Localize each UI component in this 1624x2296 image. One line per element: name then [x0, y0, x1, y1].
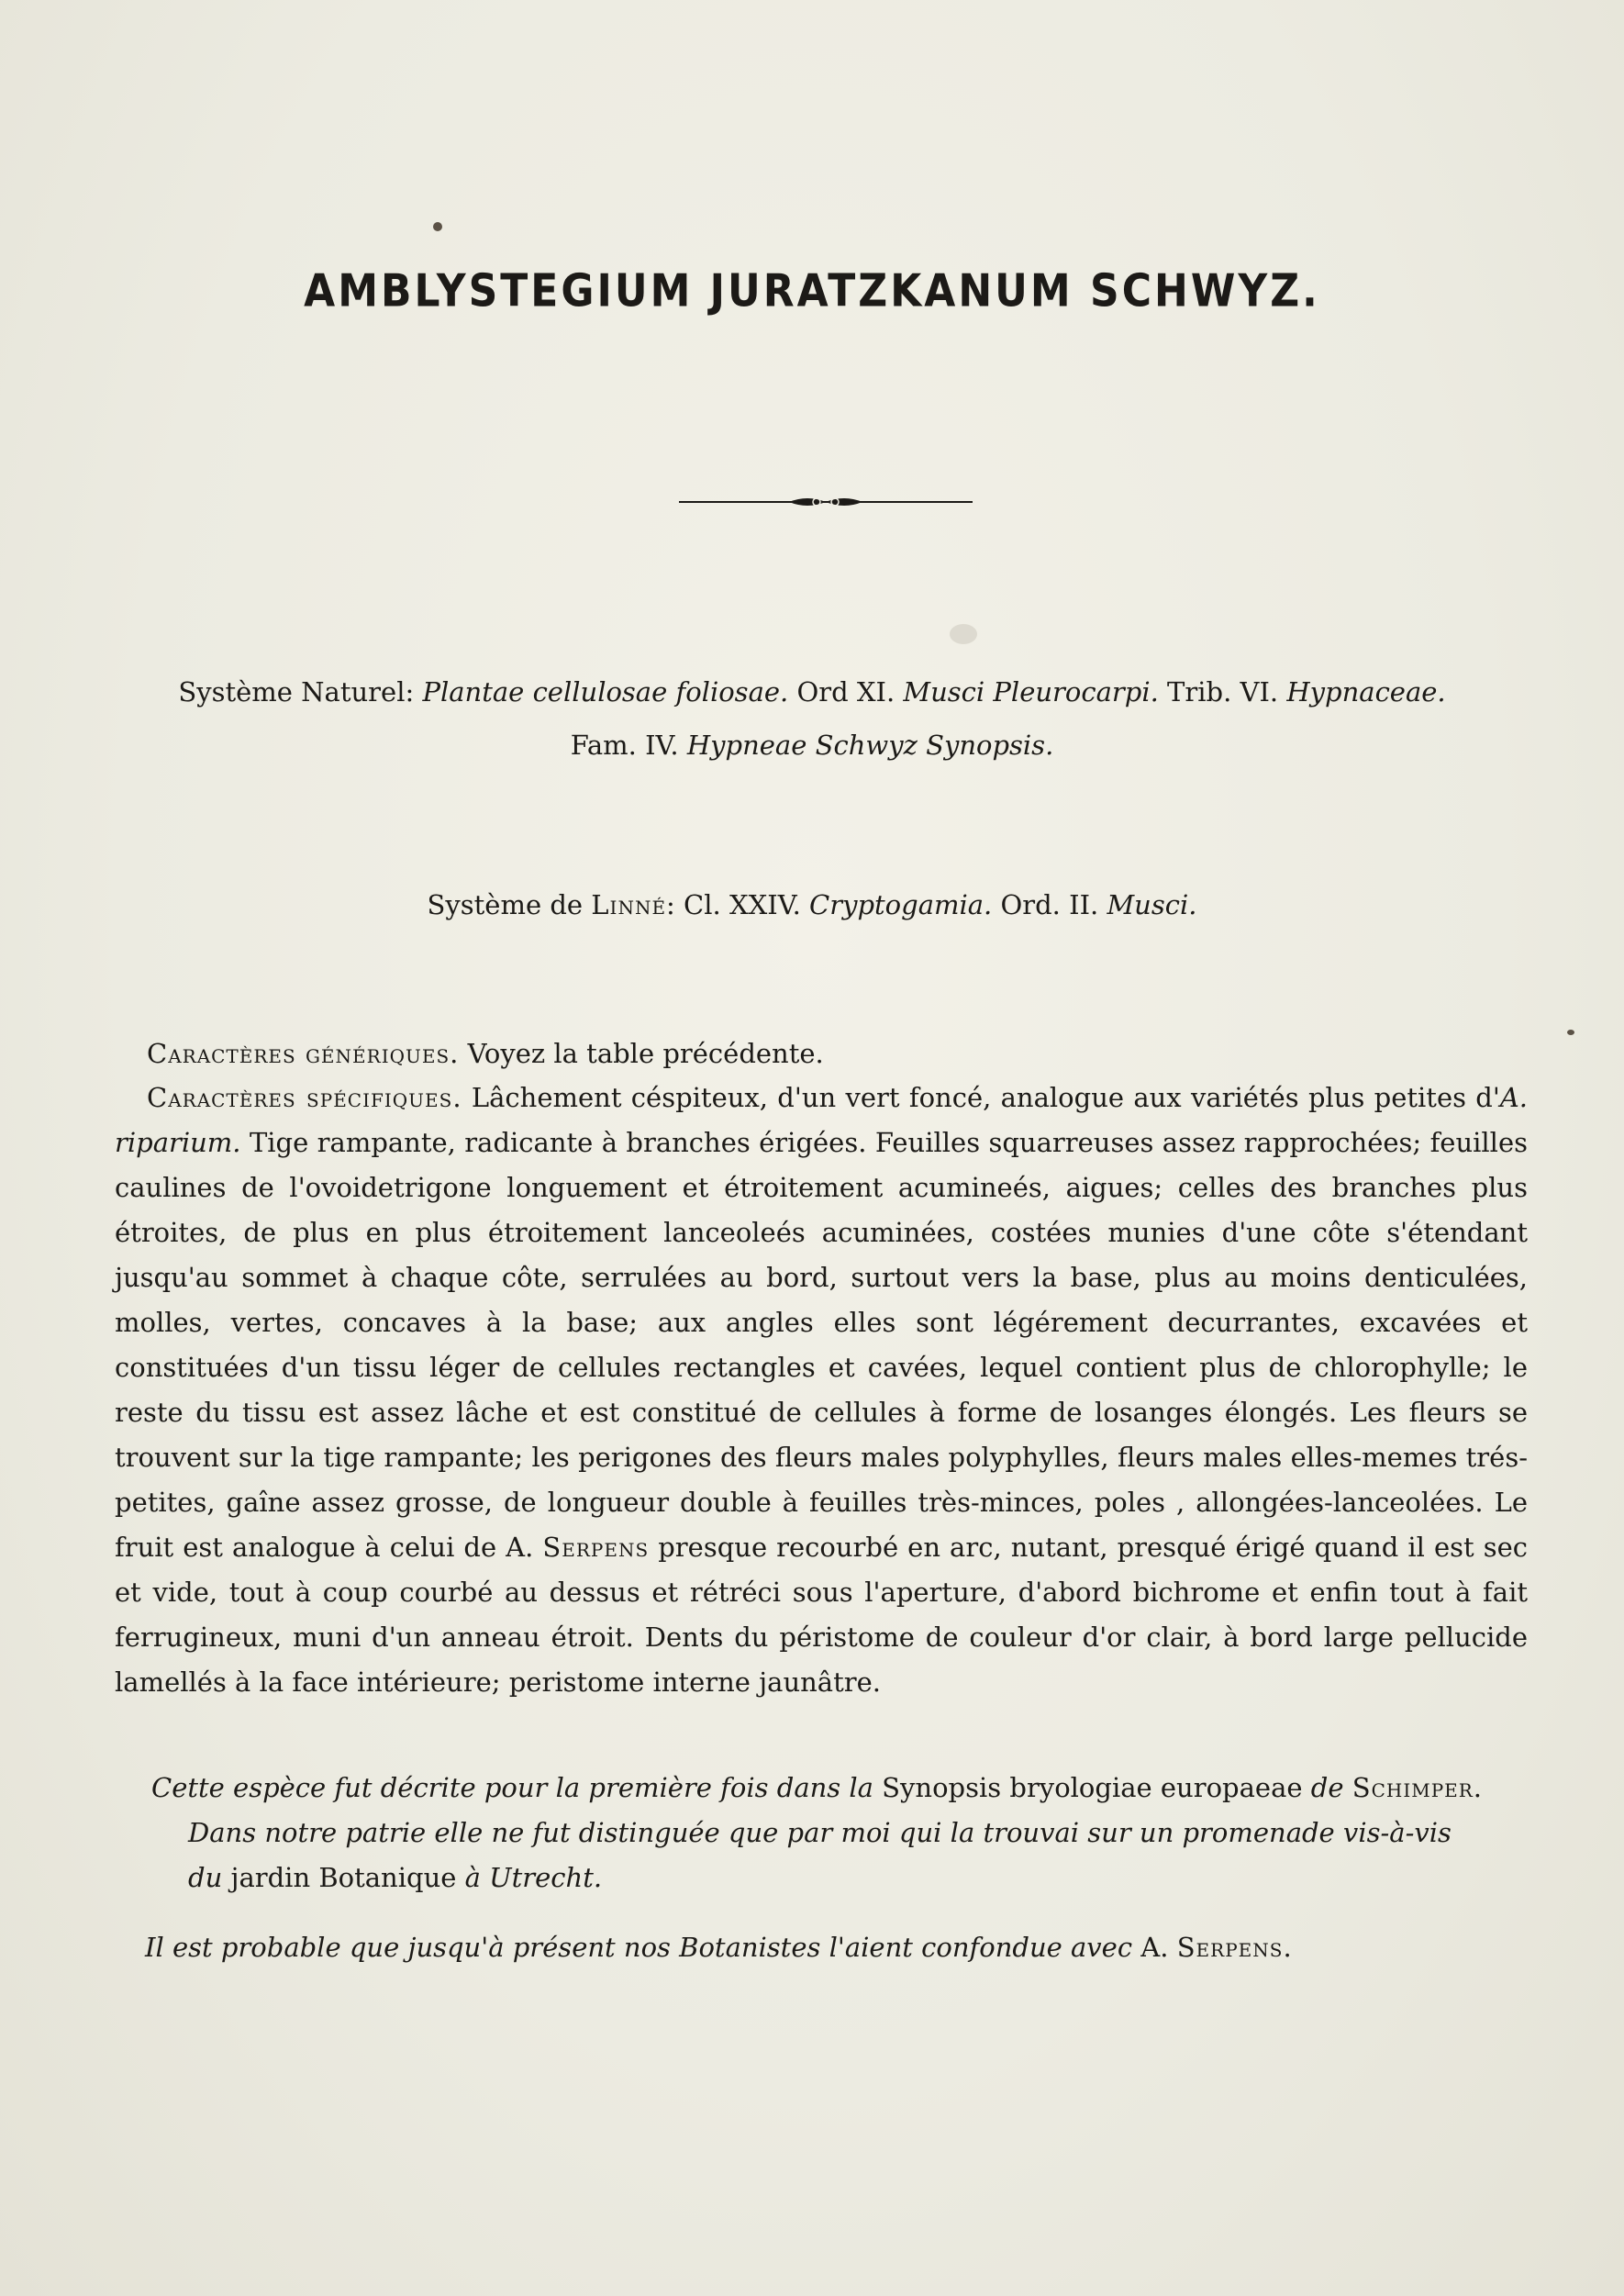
- place-name: Utrecht.: [489, 1862, 603, 1893]
- section-label: Caractères génériques.: [147, 1038, 460, 1069]
- section-label: Caractères spécifiques.: [147, 1082, 462, 1113]
- foxing-spot: [433, 222, 442, 231]
- foxing-spot: [950, 624, 977, 644]
- taxon-abbrev: A.: [1140, 1932, 1169, 1963]
- systeme-naturel-line-2: [0, 725, 1624, 765]
- note-text: du: [188, 1862, 223, 1893]
- systeme-linne-label: Système de: [427, 889, 584, 920]
- rank-text: Ord. II.: [1000, 889, 1099, 920]
- foxing-spot: [1567, 1030, 1574, 1035]
- ornament-divider: [679, 491, 973, 513]
- paragraph-text: Lâchement céspiteux, d'un vert foncé, analogue aux variétés plus petites d': [471, 1082, 1500, 1113]
- rank-text: Trib. VI.: [1167, 676, 1279, 708]
- taxon-text: Musci.: [1107, 889, 1197, 920]
- taxon-text: Plantae cellulosae foliosae.: [422, 676, 789, 708]
- taxon-text: Cryptogamia.: [809, 889, 993, 920]
- note-line-2: [188, 1811, 1528, 1856]
- colon: :: [666, 889, 675, 920]
- rank-text: Ord XI.: [796, 676, 895, 708]
- rank-text: Cl. XXIV.: [684, 889, 801, 920]
- note-text: de: [1310, 1772, 1344, 1803]
- paragraph-text: Tige rampante, radicante à branches érigées. Feuilles squarreuses assez rapprochées; feuilles caulines de l'ovoidetrigone longuement et étroitement acumineés, aigues; celles des branches plus étroites, de plus en plus étroitement lanceoleés acuminées, costées munies d'une côte s'étendant jusqu'au sommet à chaque côte, serrulées au bord, surtout vers la base, plus au moins denticulées, molles, vertes, concaves à la base; aux angles elles sont légérement decurrantes, excavées et constituées d'un tissu léger de cellules rectangles et cavées, lequel contient plus de chlorophylle; le reste du tissu est assez lâche et est constitué de cellules à forme de losanges élongés. Les fleurs se trouvent sur la tige rampante; les perigones des fleurs males polyphylles, fleurs males elles-memes trés-petites, gaîne assez grosse, de longueur double à feuilles très-minces, poles , allongées-lanceolées. Le fruit est analogue à celui de A.: [115, 1127, 1529, 1563]
- taxon-text: Hypnaceae.: [1286, 676, 1446, 708]
- note-text: Il est probable que jusqu'à présent nos Botanistes l'aient confondue avec: [145, 1932, 1133, 1963]
- note-text: à: [464, 1862, 481, 1893]
- taxon-name: Serpens.: [1176, 1932, 1293, 1963]
- place-name: jardin Botanique: [230, 1862, 457, 1893]
- book-title: Synopsis bryologiae europaeae: [882, 1772, 1303, 1803]
- paragraph-text: Voyez la table précédente.: [467, 1038, 824, 1069]
- taxon-text: A. riparium.: [115, 1082, 1529, 1158]
- systeme-naturel-line: [0, 672, 1624, 712]
- note-text: Cette espèce fut décrite pour la première fois dans la: [151, 1772, 873, 1803]
- systeme-linne-line: [0, 885, 1624, 925]
- author-name: Schimper.: [1351, 1772, 1484, 1803]
- taxon-text: Musci Pleurocarpi.: [903, 676, 1159, 708]
- caracteres-generiques: [115, 1031, 1528, 1076]
- page-title: AMBLYSTEGIUM JURATZKANUM SCHWYZ.: [304, 264, 1320, 318]
- caracteres-specifiques: [115, 1076, 1528, 1705]
- linne-name: Linné: [591, 889, 667, 920]
- taxon-name: Serpens: [542, 1532, 650, 1563]
- note-line-3: [188, 1856, 1528, 1900]
- note-line-4: [145, 1925, 1530, 1970]
- note-text: Dans notre patrie elle ne fut distinguée que par moi qui la trouvai sur un promenade vis-à-vis: [188, 1817, 1452, 1848]
- note-line-1: [151, 1766, 1528, 1811]
- paragraph-text: presque recourbé en arc, nutant, presqué érigé quand il est sec et vide, tout à coup courbé au dessus et rétréci sous l'aperture, d'abord bichrome et enfin tout à fait ferrugineux, muni d'un anneau étroit. Dents du péristome de couleur d'or clair, à bord large pellucide lamellés à la face intérieure; peristome interne jaunâtre.: [115, 1532, 1529, 1698]
- rank-text: Fam. IV.: [570, 730, 679, 761]
- systeme-naturel-label: Système Naturel:: [178, 676, 415, 708]
- taxon-text: Hypneae Schwyz Synopsis.: [686, 730, 1054, 761]
